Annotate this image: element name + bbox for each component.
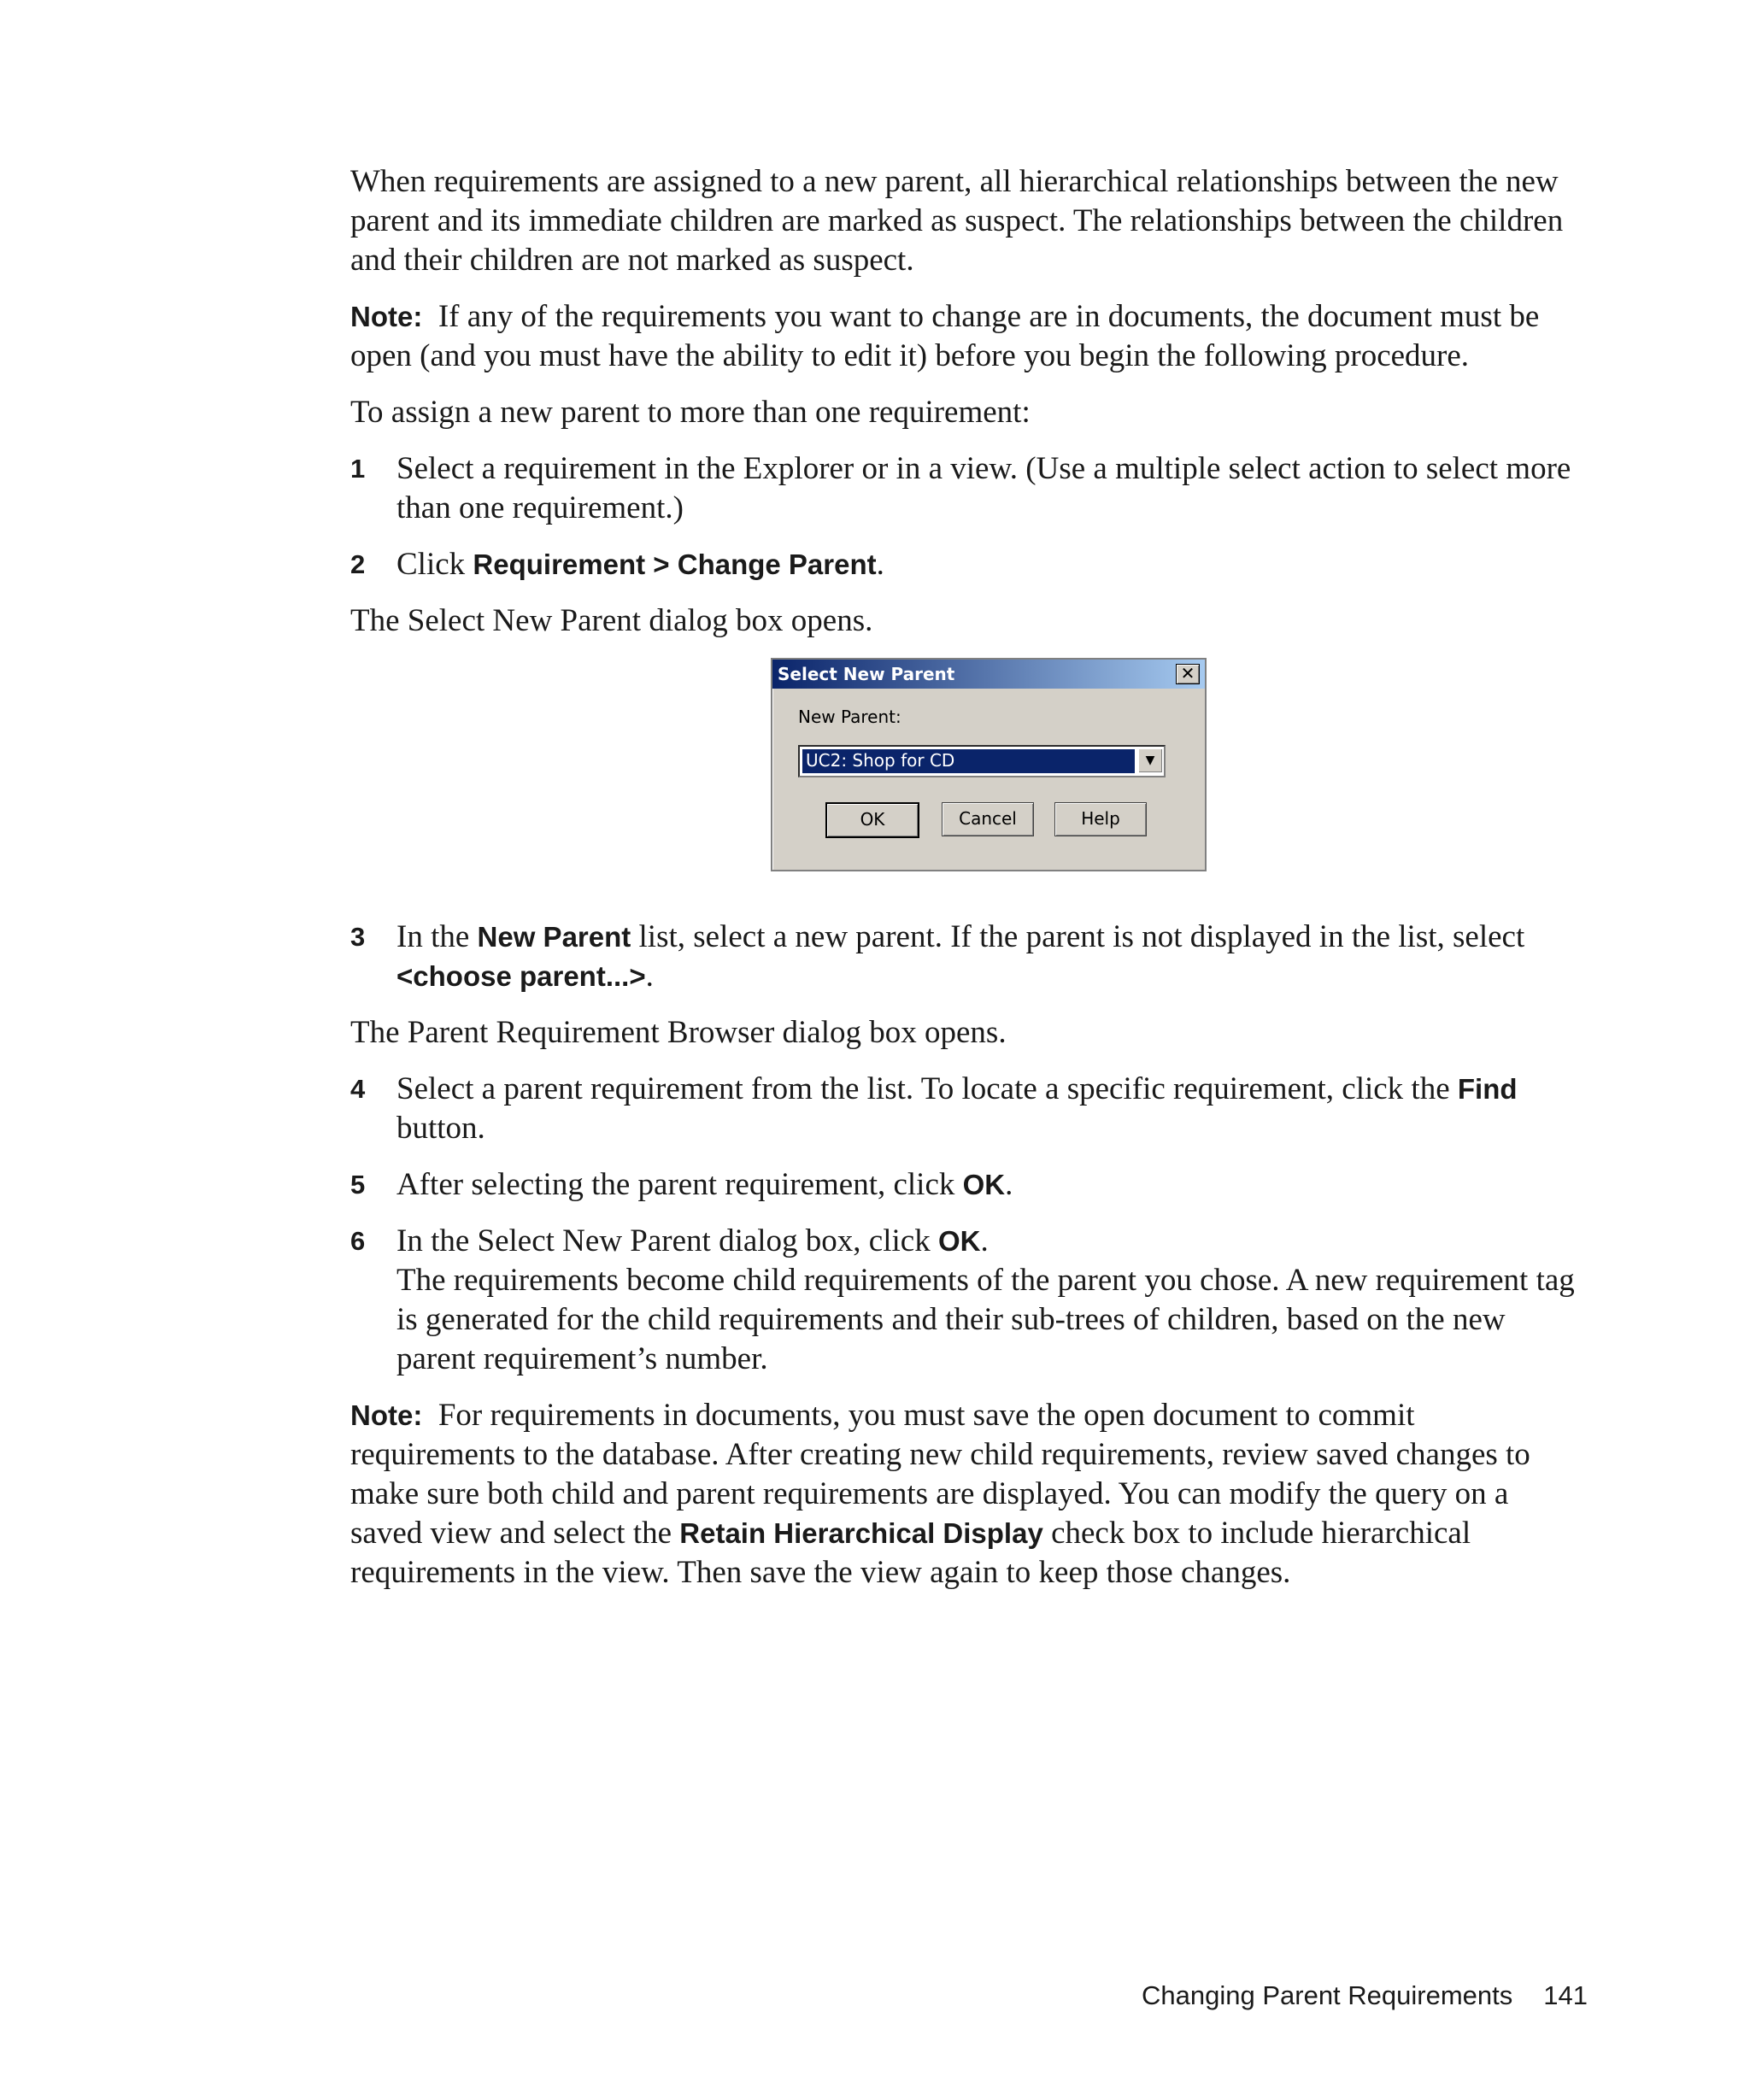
ui-term: OK [962, 1169, 1006, 1200]
step-text-post: button. [396, 1111, 485, 1146]
step-number: 6 [350, 1226, 366, 1256]
step-text [396, 1222, 1581, 1379]
help-button[interactable]: Help [1054, 802, 1147, 836]
dialog-title: Select New Parent [778, 664, 955, 684]
step-text-post: . [876, 547, 884, 582]
ui-term: Retain Hierarchical Display [679, 1517, 1043, 1549]
close-icon[interactable]: ✕ [1176, 664, 1200, 684]
step-2-result: The Select New Parent dialog box opens. [350, 603, 873, 638]
note-paragraph [350, 297, 1581, 376]
new-parent-selected-value[interactable]: UC2: Shop for CD [802, 749, 1135, 773]
ui-term: <choose parent...> [396, 960, 646, 992]
page-footer [1142, 1980, 1588, 2011]
step-text-pre: In the [396, 919, 478, 954]
step-3 [350, 918, 1581, 996]
step-number: 1 [350, 454, 366, 484]
new-parent-label: New Parent: [798, 707, 901, 727]
new-parent-dropdown[interactable] [798, 745, 1166, 777]
note-label: Note: [350, 301, 423, 332]
note-label: Note: [350, 1399, 423, 1431]
note-text-post: check box to include hierarchical requirements in the view. Then save the view again to keep those changes. [350, 1516, 1471, 1590]
step-text-pre: Select a parent requirement from the list. To locate a specific requirement, click the [396, 1071, 1458, 1106]
step-text-post: . [645, 959, 654, 994]
note-paragraph-2 [350, 1396, 1581, 1593]
dialog-title-bar[interactable] [772, 660, 1205, 689]
page-number: 141 [1543, 1980, 1588, 2010]
cancel-button[interactable]: Cancel [942, 802, 1034, 836]
menu-path: Requirement > Change Parent [473, 548, 877, 580]
step-text [396, 545, 1581, 584]
step-text-pre: After selecting the parent requirement, click [396, 1167, 963, 1202]
ok-button[interactable]: OK [825, 802, 919, 838]
step-text [396, 1165, 1581, 1205]
step-5 [350, 1165, 1581, 1205]
footer-section-title: Changing Parent Requirements [1142, 1980, 1513, 2010]
note-text: If any of the requirements you want to change are in documents, the document must be open (and you must have the ability to edit it) before you begin the following procedure. [350, 299, 1540, 373]
step-text-post: . [1005, 1167, 1013, 1202]
step-text-mid: list, select a new parent. If the parent is not displayed in the list, select [631, 919, 1525, 954]
chevron-down-icon[interactable]: ▼ [1138, 748, 1162, 772]
step-text-pre: Click [396, 547, 473, 582]
page-content [350, 162, 1581, 1610]
step-text: Select a requirement in the Explorer or in a view. (Use a multiple select action to select more than one requirement.) [396, 451, 1571, 525]
step-text [396, 918, 1581, 996]
step-6-result: The requirements become child requirements of the parent you chose. A new requirement tag is generated for the child requirements and their sub-trees of children, based on the new parent requirement’s number. [396, 1263, 1575, 1376]
step-4 [350, 1070, 1581, 1148]
ui-term: OK [937, 1225, 981, 1257]
step-2 [350, 545, 1581, 584]
step-text-pre: In the Select New Parent dialog box, click [396, 1223, 938, 1258]
step-number: 5 [350, 1170, 366, 1200]
step-number: 4 [350, 1074, 366, 1104]
step-number: 2 [350, 549, 366, 579]
step-text [396, 1070, 1581, 1148]
select-new-parent-dialog [771, 658, 1207, 871]
intro-paragraph: When requirements are assigned to a new parent, all hierarchical relationships between the new parent and its immediate children are marked as suspect. The relationships between the children and their children are not marked as suspect. [350, 164, 1564, 278]
step-text-post: . [980, 1223, 989, 1258]
step-3-result: The Parent Requirement Browser dialog box opens. [350, 1015, 1007, 1050]
step-1 [350, 449, 1581, 528]
step-6 [350, 1222, 1581, 1379]
ui-term: Find [1457, 1073, 1518, 1105]
step-number: 3 [350, 922, 366, 952]
procedure-intro: To assign a new parent to more than one requirement: [350, 395, 1031, 430]
ui-term: New Parent [477, 921, 631, 953]
dialog-figure [396, 658, 1581, 871]
note-text-pre: For requirements in documents, you must save the open document to commit requirements to the database. After creating new child requirements, review saved changes to make sure both child and parent requirements are displayed. You can modify the query on a saved view and select the [350, 1398, 1530, 1551]
